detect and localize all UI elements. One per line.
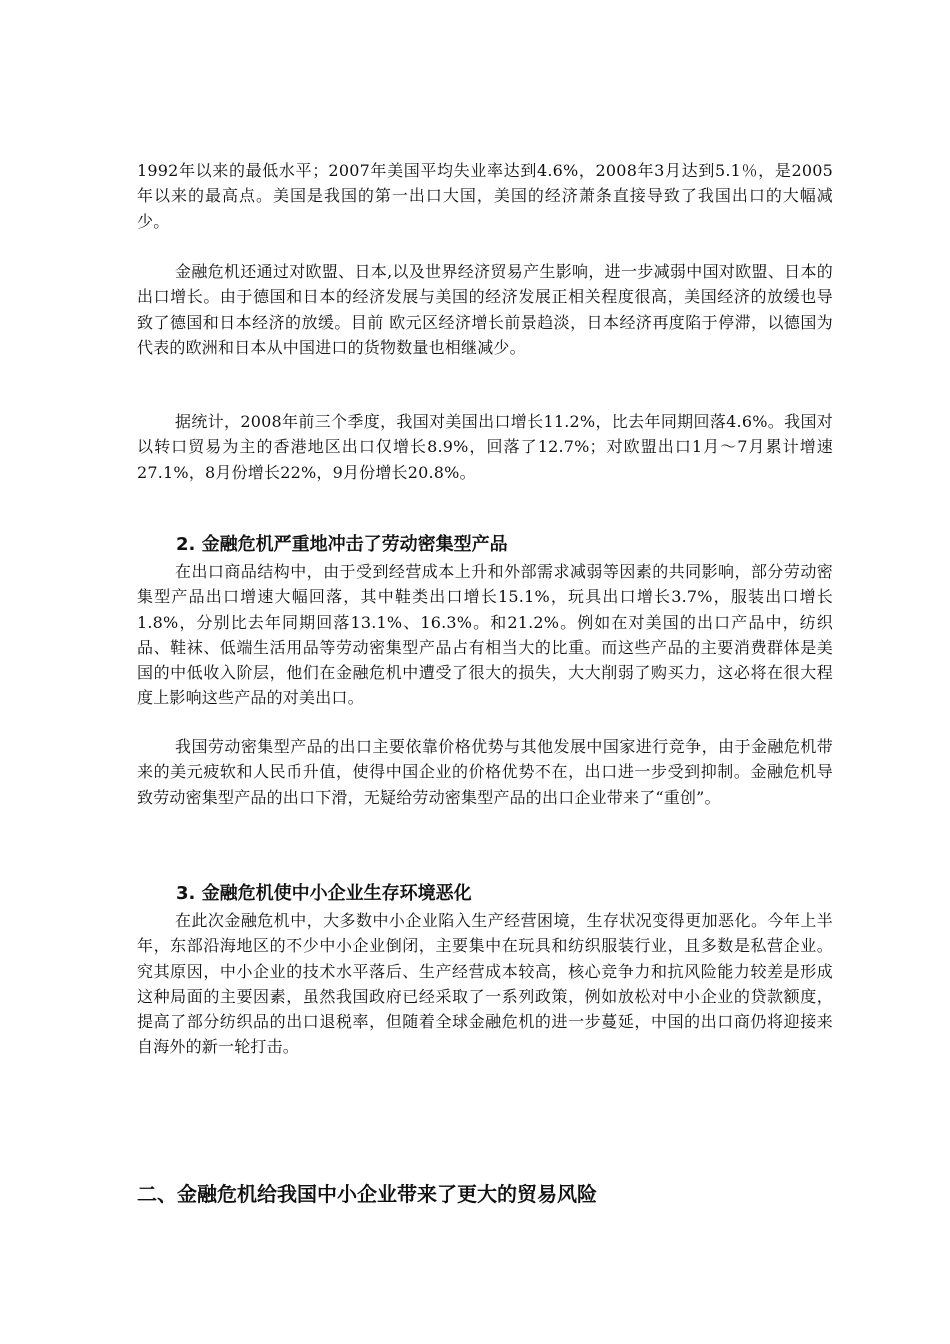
paragraph-unemployment: 1992年以来的最低水平；2007年美国平均失业率达到4.6%，2008年3月达到5.1％，是2005年以来的最高点。美国是我国的第一出口大国，美国的经济萧条直接导致了我国出口的大幅减少。 xyxy=(137,161,833,231)
paragraph-eu-japan: 金融危机还通过对欧盟、日本,以及世界经济贸易产生影响，进一步减弱中国对欧盟、日本的出口增长。由于德国和日本的经济发展与美国的经济发展正相关程度很高，美国经济的放缓也导致了德国和日本经济的放缓。目前 欧元区经济增长前景趋淡，日本经济再度陷于停滞，以德国为代表的欧洲和日本从中国进口的货物数量也相继减少。 xyxy=(137,262,833,357)
section-2-heading: 2. 金融危机严重地冲击了劳动密集型产品 xyxy=(176,534,508,555)
paragraph-sme-environment: 在此次金融危机中，大多数中小企业陷入生产经营困境，生存状况变得更加恶化。今年上半年，东部沿海地区的不少中小企业倒闭，主要集中在玩具和纺织服装行业，且多数是私营企业。究其原因，中小企业的技术水平落后、生产经营成本较高，核心竞争力和抗风险能力较差是形成这种局面的主要因素，虽然我国政府已经采取了一系列政策，例如放松对中小企业的贷款额度，提高了部分纺织品的出口退税率，但随着全球金融危机的进一步蔓延，中国的出口商仍将迎接来自海外的新一轮打击。 xyxy=(137,911,833,1057)
paragraph-statistics: 据统计，2008年前三个季度，我国对美国出口增长11.2%，比去年同期回落4.6%。我国对以转口贸易为主的香港地区出口仅增长8.9%，回落了12.7%；对欧盟出口1月～7月累计增速27.1%，8月份增长22%，9月份增长20.8%。 xyxy=(137,412,833,482)
paragraph-labor-intensive-2: 我国劳动密集型产品的出口主要依靠价格优势与其他发展中国家进行竞争，由于金融危机带来的美元疲软和人民币升值，使得中国企业的价格优势不在，出口进一步受到抑制。金融危机导致劳动密集型产品的出口下滑，无疑给劳动密集型产品的出口企业带来了“重创”。 xyxy=(137,737,833,807)
chapter-2-heading: 二、金融危机给我国中小企业带来了更大的贸易风险 xyxy=(137,1182,597,1206)
paragraph-labor-intensive-1: 在出口商品结构中，由于受到经营成本上升和外部需求减弱等因素的共同影响，部分劳动密集型产品出口增速大幅回落，其中鞋类出口增长15.1%，玩具出口增长3.7%，服装出口增长1.8%，分别比去年同期回落13.1%、16.3%。和21.2%。例如在对美国的出口产品中，纺织品、鞋袜、低端生活用品等劳动密集型产品占有相当大的比重。而这些产品的主要消费群体是美国的中低收入阶层，他们在金融危机中遭受了很大的损失，大大削弱了购买力，这必将在很大程度上影响这些产品的对美出口。 xyxy=(137,562,833,708)
section-3-heading: 3. 金融危机使中小企业生存环境恶化 xyxy=(176,883,472,904)
